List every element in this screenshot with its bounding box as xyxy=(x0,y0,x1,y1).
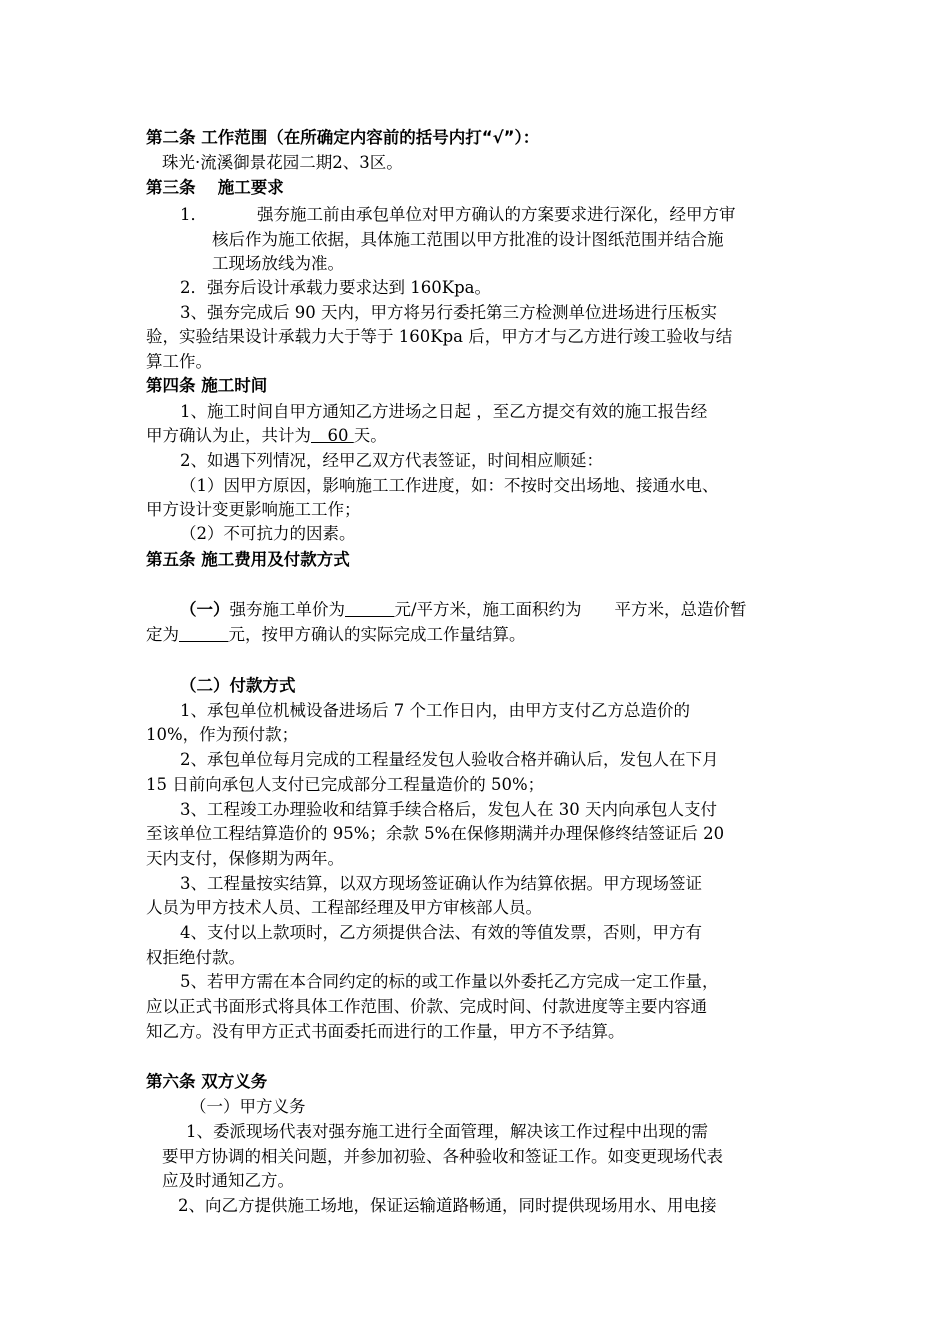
article-6-heading-text: 第六条 双方义务 xyxy=(146,1072,268,1091)
item-3-1-line-1-text: 强夯施工前由承包单位对甲方确认的方案要求进行深化，经甲方审 xyxy=(257,205,736,224)
extra-work-line-1 xyxy=(180,970,719,994)
project-name-line xyxy=(162,151,403,175)
payment-method-heading xyxy=(180,674,296,698)
party-a-duties-heading xyxy=(190,1095,306,1119)
item-3-1-number xyxy=(180,203,207,227)
item-3-3-line-3 xyxy=(146,350,212,374)
unit-price-suffix: 元/平方米，施工面积约为 平方米，总造价暂 xyxy=(394,600,747,619)
payment-2-line-2-text: 15 日前向承包人支付已完成部分工程量造价的 50%； xyxy=(146,775,545,794)
payment-3-line-2-text: 至该单位工程结算造价的 95%；余款 5%在保修期满并办理保修终结签证后 20 xyxy=(146,824,725,843)
item-4-1-line-1-text: 1、施工时间自甲方通知乙方进场之日起 ，至乙方提交有效的施工报告经 xyxy=(180,402,708,421)
duty-1-line-2 xyxy=(162,1145,723,1169)
item-3-2-text: 2．强夯后设计承载力要求达到 160Kpa。 xyxy=(180,278,491,297)
payment-3-line-3-text: 天内支付，保修期为两年。 xyxy=(146,849,344,868)
total-price-suffix: 元，按甲方确认的实际完成工作量结算。 xyxy=(228,625,526,644)
duration-suffix: 天。 xyxy=(353,426,387,445)
extra-work-line-3 xyxy=(146,1020,625,1044)
settlement-line-2-text: 人员为甲方技术人员、工程部经理及甲方审核部人员。 xyxy=(146,898,542,917)
article-4-heading-text: 第四条 施工时间 xyxy=(146,376,268,395)
item-4-2-2-text: （2）不可抗力的因素。 xyxy=(180,524,356,543)
payment-1-line-2 xyxy=(146,723,298,747)
duty-1-line-3 xyxy=(162,1169,294,1193)
payment-3-line-3 xyxy=(146,847,344,871)
payment-1-line-2-text: 10%，作为预付款； xyxy=(146,725,299,744)
payment-method-heading-text: （二）付款方式 xyxy=(180,676,296,695)
payment-3-line-1 xyxy=(180,798,717,822)
item-4-2-1-line-2-text: 甲方设计变更影响施工工作； xyxy=(146,500,361,519)
article-6-heading xyxy=(146,1070,267,1094)
duty-1-line-1 xyxy=(186,1120,708,1144)
payment-2-line-2 xyxy=(146,773,544,797)
payment-2-line-1 xyxy=(180,748,719,772)
duty-1-line-2-text: 要甲方协调的相关问题，并参加初验、各种验收和签证工作。如变更现场代表 xyxy=(162,1147,723,1166)
article-4-heading xyxy=(146,374,267,398)
total-price-field xyxy=(179,625,229,644)
invoice-line-2 xyxy=(146,946,245,970)
party-a-duties-heading-text: （一）甲方义务 xyxy=(190,1097,306,1116)
item-4-2 xyxy=(180,449,603,473)
item-3-3-line-1 xyxy=(180,301,717,325)
article-3-heading xyxy=(146,176,284,200)
unit-price-prefix: 强夯施工单价为 xyxy=(229,600,345,619)
duty-1-line-1-text: 1、委派现场代表对强夯施工进行全面管理，解决该工作过程中出现的需 xyxy=(186,1122,708,1141)
article-3-heading-text: 第三条 施工要求 xyxy=(146,178,284,197)
item-3-3-line-2 xyxy=(146,325,732,349)
item-3-1-line-2-text: 核后作为施工依据，具体施工范围以甲方批准的设计图纸范围并结合施 xyxy=(212,230,724,249)
item-3-1-line-1 xyxy=(257,203,736,227)
payment-2-line-1-text: 2、承包单位每月完成的工程量经发包人验收合格并确认后，发包人在下月 xyxy=(180,750,719,769)
extra-work-line-2 xyxy=(146,995,707,1019)
item-4-2-1-line-1-text: （1）因甲方原因，影响施工工作进度，如：不按时交出场地、接通水电、 xyxy=(180,476,719,495)
invoice-line-1-text: 4、支付以上款项时，乙方须提供合法、有效的等值发票，否则，甲方有 xyxy=(180,923,702,942)
item-4-2-2 xyxy=(180,522,356,546)
item-3-2 xyxy=(180,276,491,300)
invoice-line-1 xyxy=(180,921,702,945)
item-3-1-line-3 xyxy=(212,252,344,276)
payment-1-line-1 xyxy=(180,699,690,723)
duration-days-field: 60 xyxy=(311,426,354,445)
item-4-1-line-2 xyxy=(146,424,387,448)
duty-1-line-3-text: 应及时通知乙方。 xyxy=(162,1171,294,1190)
payment-3-line-2 xyxy=(146,822,724,846)
item-5-1-marker: （一） xyxy=(180,600,230,619)
article-2-heading-text: 第二条 工作范围（在所确定内容前的括号内打“√”）： xyxy=(146,128,540,147)
article-5-heading-text: 第五条 施工费用及付款方式 xyxy=(146,550,350,569)
article-5-heading xyxy=(146,548,350,572)
item-4-2-1-line-1 xyxy=(180,474,719,498)
item-4-1-line-1 xyxy=(180,400,707,424)
payment-3-line-1-text: 3、工程竣工办理验收和结算手续合格后，发包人在 30 天内向承包人支付 xyxy=(180,800,717,819)
item-5-1-line-1 xyxy=(180,598,747,622)
item-4-2-text: 2、如遇下列情况，经甲乙双方代表签证，时间相应顺延： xyxy=(180,451,603,470)
item-3-3-line-1-text: 3、强夯完成后 90 天内，甲方将另行委托第三方检测单位进场进行压板实 xyxy=(180,303,717,322)
item-5-1-line-2 xyxy=(146,623,526,647)
item-3-1-number-text: 1． xyxy=(180,205,207,224)
item-3-3-line-3-text: 算工作。 xyxy=(146,352,212,371)
duration-prefix: 甲方确认为止，共计为 xyxy=(146,426,311,445)
unit-price-field xyxy=(345,600,395,619)
extra-work-line-1-text: 5、若甲方需在本合同约定的标的或工作量以外委托乙方完成一定工作量， xyxy=(180,972,719,991)
article-2-heading xyxy=(146,126,539,150)
item-3-1-line-2 xyxy=(212,228,724,252)
project-name-text: 珠光·流溪御景花园二期2、3区。 xyxy=(162,153,403,172)
item-4-2-1-line-2 xyxy=(146,498,361,522)
item-3-1-line-3-text: 工现场放线为准。 xyxy=(212,254,344,273)
payment-1-line-1-text: 1、承包单位机械设备进场后 7 个工作日内，由甲方支付乙方总造价的 xyxy=(180,701,690,720)
extra-work-line-3-text: 知乙方。没有甲方正式书面委托而进行的工作量，甲方不予结算。 xyxy=(146,1022,625,1041)
duty-2-line-1-text: 2、向乙方提供施工场地，保证运输道路畅通，同时提供现场用水、用电接 xyxy=(178,1196,717,1215)
total-price-prefix: 定为 xyxy=(146,625,179,644)
invoice-line-2-text: 权拒绝付款。 xyxy=(146,948,245,967)
item-3-3-line-2-text: 验，实验结果设计承载力大于等于 160Kpa 后，甲方才与乙方进行竣工验收与结 xyxy=(146,327,733,346)
duty-2-line-1 xyxy=(178,1194,717,1218)
settlement-line-1 xyxy=(180,872,702,896)
extra-work-line-2-text: 应以正式书面形式将具体工作范围、价款、完成时间、付款进度等主要内容通 xyxy=(146,997,707,1016)
settlement-line-2 xyxy=(146,896,542,920)
settlement-line-1-text: 3、工程量按实结算，以双方现场签证确认作为结算依据。甲方现场签证 xyxy=(180,874,702,893)
